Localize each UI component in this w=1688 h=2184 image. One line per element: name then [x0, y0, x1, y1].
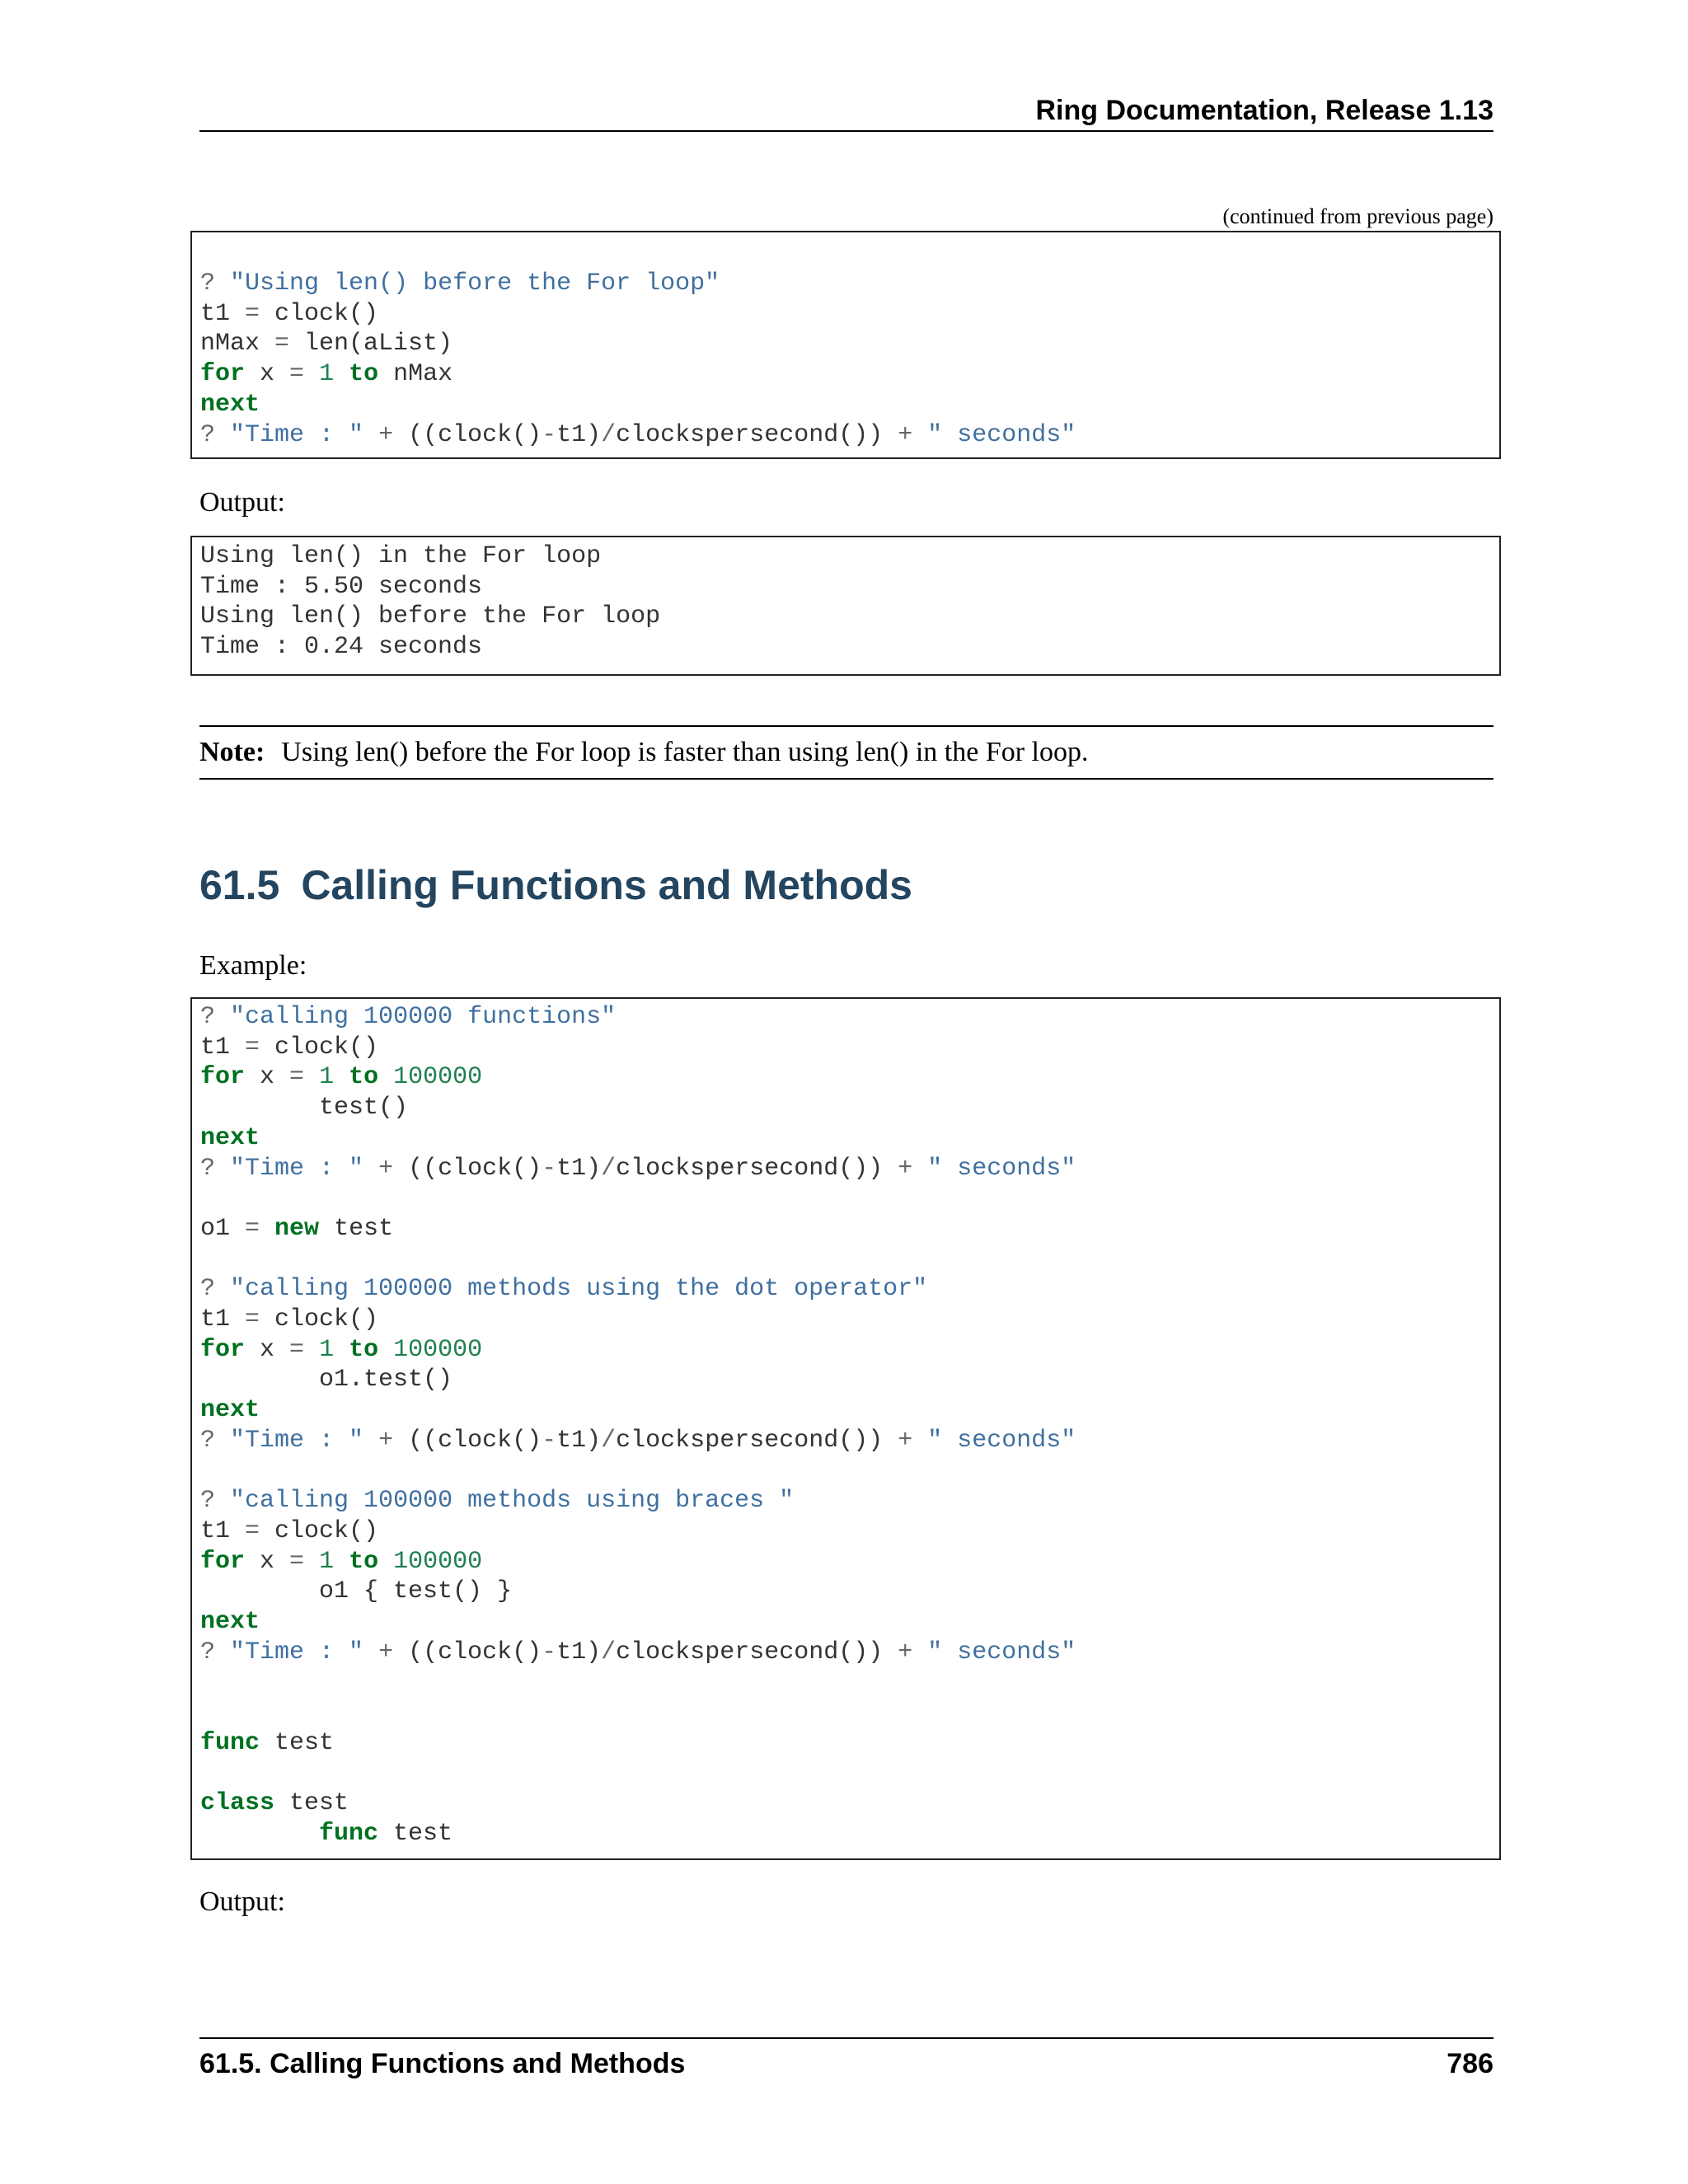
- output-label-2: Output:: [199, 1886, 285, 1917]
- code-token: [215, 421, 230, 449]
- code-token: o1 { test() }: [200, 1577, 513, 1606]
- page-header: [199, 91, 1493, 132]
- code-token: clock(): [260, 1305, 379, 1334]
- code-token: t1: [200, 1033, 246, 1062]
- code-block-2: [190, 997, 1501, 1860]
- code-token: Using len() before the For loop: [200, 602, 661, 631]
- code-token: [215, 1275, 230, 1303]
- output-label-1: Output:: [199, 487, 285, 518]
- code-token-op: +: [898, 420, 913, 449]
- code-token-str: "calling 100000 methods using braces ": [230, 1487, 795, 1516]
- note-box: [199, 725, 1493, 780]
- code-line: [200, 391, 260, 419]
- code-token-str: "Time : ": [230, 1638, 364, 1666]
- code-token: o1: [200, 1214, 246, 1243]
- section-heading: [199, 860, 912, 910]
- code-token-op: =: [245, 1516, 260, 1545]
- code-token-op: -: [542, 1154, 557, 1183]
- code-token: x: [245, 1547, 290, 1576]
- code-token-op: ?: [200, 1638, 216, 1666]
- code-token: [334, 1336, 349, 1364]
- code-token-kw: next: [200, 1608, 260, 1637]
- code-token-kw: for: [200, 1547, 246, 1576]
- code-token: nMax: [200, 330, 275, 359]
- code-token: [378, 1548, 393, 1576]
- code-token-kw: next: [200, 1123, 260, 1152]
- note-text: Using len() before the For loop is faster than using len() in the For loop.: [281, 737, 1089, 767]
- code-token: t1: [200, 1305, 246, 1334]
- code-token-op: ?: [200, 1003, 216, 1031]
- code-token: [304, 1063, 319, 1091]
- code-line: [200, 269, 720, 298]
- code-token: t1): [556, 1154, 602, 1183]
- code-line: [200, 1548, 482, 1576]
- code-token-num: 100000: [393, 1335, 483, 1364]
- footer-section: 61.5. Calling Functions and Methods: [199, 2048, 686, 2079]
- code-token: [200, 1820, 319, 1848]
- code-token: [334, 1548, 349, 1576]
- code-line: [200, 1638, 1076, 1666]
- code-token-op: /: [601, 420, 617, 449]
- code-token-num: 1: [319, 1547, 335, 1576]
- code-line: [200, 602, 660, 630]
- code-token: len(aList): [289, 330, 453, 359]
- code-token: clockspersecond()): [616, 1426, 898, 1455]
- code-token-str: "Time : ": [230, 1154, 364, 1183]
- code-token-num: 1: [319, 1335, 335, 1364]
- page-footer: [199, 2037, 1493, 2083]
- code-line: [200, 421, 1076, 449]
- code-token-str: "calling 100000 functions": [230, 1003, 617, 1031]
- code-token: Time : 5.50 seconds: [200, 572, 483, 601]
- code-line: [200, 300, 378, 328]
- code-line: [200, 360, 452, 388]
- code-line: [200, 330, 452, 358]
- code-token: [363, 1638, 378, 1666]
- code-token: Time : 0.24 seconds: [200, 633, 483, 662]
- code-token-op: =: [274, 330, 290, 359]
- code-token: [215, 1427, 230, 1455]
- code-token-op: /: [601, 1426, 617, 1455]
- code-token-kw: class: [200, 1789, 275, 1818]
- code-line: [200, 1094, 408, 1122]
- code-token-str: " seconds": [927, 1426, 1076, 1455]
- code-token: nMax: [378, 360, 453, 389]
- code-token-str: "calling 100000 methods using the dot operator": [230, 1275, 928, 1304]
- code-token: clock(): [260, 299, 379, 328]
- code-token: test(): [200, 1094, 409, 1122]
- code-line: [200, 1789, 349, 1817]
- code-token: ((clock(): [393, 1426, 542, 1455]
- code-token-op: =: [289, 360, 305, 389]
- code-token-op: ?: [200, 269, 216, 298]
- code-token: test: [319, 1214, 394, 1243]
- code-token-str: "Time : ": [230, 420, 364, 449]
- section-number: 61.5: [199, 862, 280, 908]
- code-token: clock(): [260, 1033, 379, 1062]
- code-token: ((clock(): [393, 1154, 542, 1183]
- note-label: Note:: [199, 737, 265, 767]
- code-token-op: ?: [200, 1275, 216, 1304]
- code-token-op: =: [289, 1063, 305, 1092]
- code-token: clockspersecond()): [616, 1638, 898, 1666]
- code-token-op: ?: [200, 1487, 216, 1516]
- code-line: [200, 1124, 260, 1152]
- code-token-op: +: [898, 1638, 913, 1666]
- code-token: [215, 1155, 230, 1183]
- code-token: clock(): [260, 1516, 379, 1545]
- code-token-op: +: [898, 1154, 913, 1183]
- code-token-kw: new: [274, 1214, 320, 1243]
- code-token: [304, 1548, 319, 1576]
- code-token-op: -: [542, 1426, 557, 1455]
- code-token-op: =: [245, 299, 260, 328]
- code-token-kw: next: [200, 1396, 260, 1425]
- code-line: [200, 1487, 794, 1515]
- code-token-op: ?: [200, 420, 216, 449]
- code-token-kw: to: [349, 1063, 379, 1092]
- code-token-op: +: [378, 1638, 394, 1666]
- code-token-num: 1: [319, 360, 335, 389]
- code-line: [200, 1305, 378, 1333]
- code-line: [200, 1155, 1076, 1183]
- code-token: [912, 421, 927, 449]
- code-line: [200, 1608, 260, 1636]
- code-token-kw: for: [200, 360, 246, 389]
- code-token: [304, 1336, 319, 1364]
- code-token-num: 1: [319, 1063, 335, 1092]
- code-token: [215, 1003, 230, 1031]
- code-token-op: +: [898, 1426, 913, 1455]
- code-token: test: [260, 1728, 335, 1757]
- continued-label: (continued from previous page): [1222, 204, 1493, 228]
- code-token: x: [245, 1063, 290, 1092]
- code-token: ((clock(): [393, 1638, 542, 1666]
- footer-page-number: 786: [1447, 2048, 1493, 2079]
- code-token: o1.test(): [200, 1366, 453, 1394]
- code-line: [200, 1517, 378, 1545]
- code-token: [363, 1427, 378, 1455]
- code-token: [912, 1638, 927, 1666]
- output-block-1-content: [192, 537, 1499, 663]
- code-token-op: /: [601, 1154, 617, 1183]
- code-token-str: " seconds": [927, 1638, 1076, 1666]
- code-token-num: 100000: [393, 1063, 483, 1092]
- code-line: [200, 1215, 393, 1243]
- code-token-op: =: [245, 1033, 260, 1062]
- code-token: [260, 1215, 274, 1243]
- code-line: [200, 1003, 616, 1031]
- code-token-str: "Time : ": [230, 1426, 364, 1455]
- code-line: [200, 1729, 334, 1757]
- code-token-kw: to: [349, 1335, 379, 1364]
- code-token: test: [274, 1789, 349, 1818]
- code-token: clockspersecond()): [616, 420, 898, 449]
- code-token: t1): [556, 420, 602, 449]
- code-token-op: ?: [200, 1154, 216, 1183]
- code-token-op: =: [245, 1214, 260, 1243]
- code-token: [378, 1063, 393, 1091]
- code-line: [200, 1396, 260, 1424]
- code-token-kw: for: [200, 1063, 246, 1092]
- code-token-kw: for: [200, 1335, 246, 1364]
- code-token-kw: next: [200, 390, 260, 419]
- example-label: Example:: [199, 950, 307, 981]
- code-line: [200, 1820, 452, 1848]
- code-line: [200, 542, 601, 570]
- code-line: [200, 1366, 452, 1394]
- code-token: [363, 1155, 378, 1183]
- code-token: x: [245, 1335, 290, 1364]
- code-line: [200, 1063, 482, 1091]
- code-line: [200, 1427, 1076, 1455]
- code-line: [200, 1577, 512, 1605]
- code-token: test: [378, 1819, 453, 1848]
- code-token-kw: to: [349, 1547, 379, 1576]
- code-token: [334, 1063, 349, 1091]
- code-token-str: " seconds": [927, 1154, 1076, 1183]
- code-token: [304, 360, 319, 388]
- section-title: Calling Functions and Methods: [301, 862, 912, 908]
- code-token: t1: [200, 299, 246, 328]
- code-token: [215, 269, 230, 298]
- code-token-op: -: [542, 1638, 557, 1666]
- code-block-2-content: [192, 999, 1499, 1849]
- code-token: t1): [556, 1638, 602, 1666]
- code-token: ((clock(): [393, 420, 542, 449]
- code-line: [200, 1336, 482, 1364]
- code-token-kw: func: [200, 1728, 260, 1757]
- code-token-kw: to: [349, 360, 379, 389]
- output-block-1: [190, 536, 1501, 676]
- code-token-op: -: [542, 420, 557, 449]
- code-token-op: /: [601, 1638, 617, 1666]
- code-token-op: =: [289, 1335, 305, 1364]
- code-token-str: " seconds": [927, 420, 1076, 449]
- code-token: x: [245, 360, 290, 389]
- code-block-1-content: [192, 232, 1499, 450]
- code-token-kw: func: [319, 1819, 379, 1848]
- code-token-op: ?: [200, 1426, 216, 1455]
- code-token: [912, 1427, 927, 1455]
- code-line: [200, 573, 482, 601]
- code-token-op: =: [289, 1547, 305, 1576]
- code-token: [912, 1155, 927, 1183]
- page-header-title: Ring Documentation, Release 1.13: [1035, 95, 1493, 126]
- code-token: [334, 360, 349, 388]
- code-token: t1: [200, 1516, 246, 1545]
- code-token-num: 100000: [393, 1547, 483, 1576]
- code-token: [363, 421, 378, 449]
- code-token-op: +: [378, 1426, 394, 1455]
- code-token-op: +: [378, 1154, 394, 1183]
- code-token-op: +: [378, 420, 394, 449]
- code-token: clockspersecond()): [616, 1154, 898, 1183]
- code-token-str: "Using len() before the For loop": [230, 269, 720, 298]
- code-block-1: [190, 231, 1501, 459]
- code-line: [200, 1275, 927, 1303]
- code-token: [378, 1336, 393, 1364]
- code-line: [200, 633, 482, 661]
- code-token: [215, 1638, 230, 1666]
- code-token-op: =: [245, 1305, 260, 1334]
- code-token: Using len() in the For loop: [200, 542, 602, 570]
- code-line: [200, 1033, 378, 1062]
- code-token: t1): [556, 1426, 602, 1455]
- code-token: [215, 1487, 230, 1515]
